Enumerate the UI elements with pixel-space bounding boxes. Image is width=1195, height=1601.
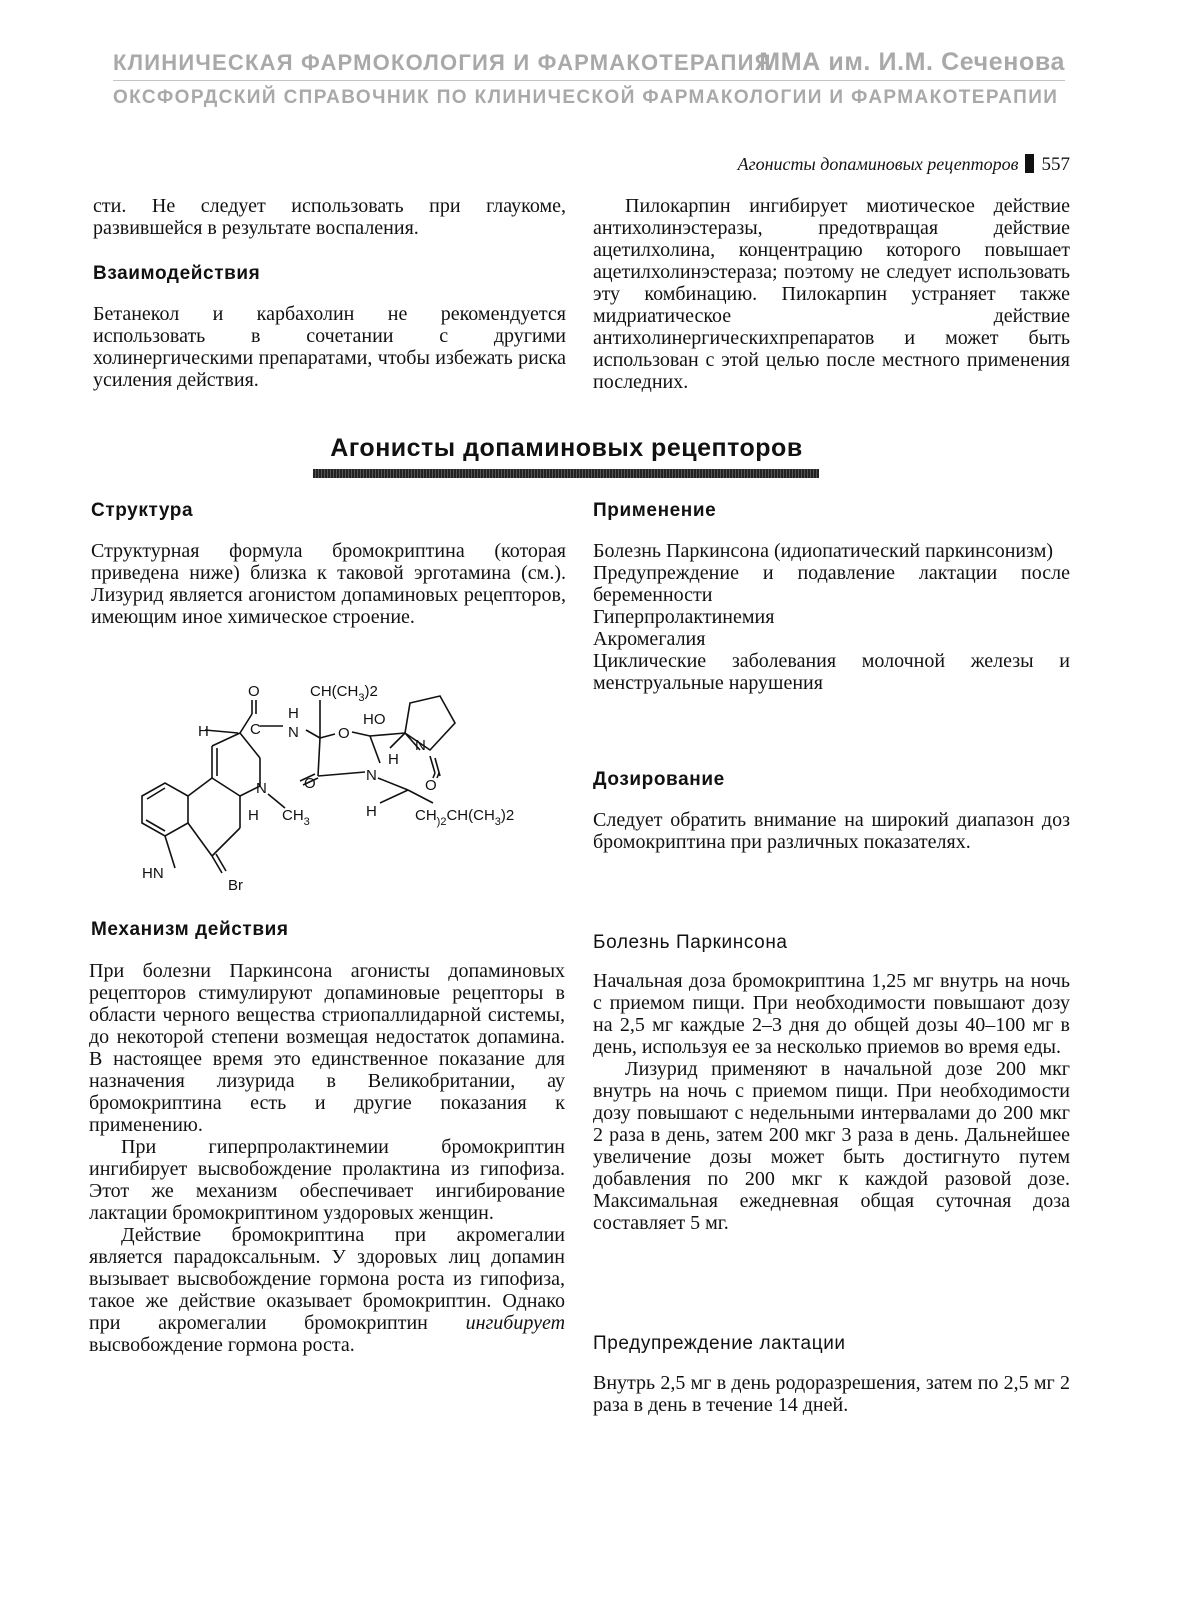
mechanism-p3: Действие бромокриптина при акромегалии является парадоксальным. У здоровых лиц допамин вызывает высвобождение гормона роста из гипофиза, такое же действие оказывает бромокриптин. Однако при акромегалии бромокриптин ингибирует высвобождение гормона роста. [89, 1224, 566, 1356]
mol-hn: HN [142, 865, 164, 882]
mol-h-ergo: H [248, 807, 259, 824]
structure-block [91, 540, 566, 628]
interactions-text: Бетанекол и карбахолин не рекомендуется использовать в сочетании с другими холинергическими препаратами, чтобы избежать риска усиления действия. [93, 303, 566, 391]
mol-c: C [250, 721, 261, 738]
parkinson-block [593, 970, 1070, 1234]
top-right-block [593, 195, 1070, 393]
mol-o-left: O [304, 775, 316, 792]
mol-h-left: H [198, 723, 209, 740]
application-list [593, 540, 1070, 694]
lactation-heading: Предупреждение лактации [593, 1333, 846, 1354]
dosing-heading: Дозирование [593, 769, 725, 790]
mechanism-block [89, 960, 565, 1356]
pilocarpine-text: Пилокарпин ингибирует миотическое действие антихолинэстеразы, предотвращая действие ацетилхолина, концентрацию которого повышает ацетилхолинэстераза; поэтому не следует использовать эту комбинацию. Пилокарпин устраняет также мидриатическое действие антихолинергическихпрепаратов и может быть использован с этой целью после местного применения последних. [593, 195, 1070, 393]
mol-n-pyr: N [415, 737, 426, 754]
running-head [738, 154, 1070, 176]
mol-h-bottom: H [366, 803, 377, 820]
interactions-block [93, 303, 566, 391]
continuation-text: сти. Не следует использовать при глаукоме, развившейся в результате воспаления. [93, 195, 566, 239]
journal-header-subtitle: ОКСФОРДСКИЙ СПРАВОЧНИК ПО КЛИНИЧЕСКОЙ ФАРМАКОЛОГИИ И ФАРМАКОТЕРАПИИ [113, 87, 1059, 108]
mol-h-nh: H [288, 705, 299, 722]
header-divider [113, 80, 1065, 81]
mol-n-amide: N [288, 724, 299, 741]
structure-text: Структурная формула бромокриптина (которая приведена ниже) близка к таковой эрготамина (см.). Лизурид является агонистом допаминовых рецепторов, имеющим иное химическое строение. [91, 540, 566, 628]
mechanism-p2: При гиперпролактинемии бромокриптин ингибирует высвобождение пролактина из гипофиза. Этот же механизм обеспечивает ингибирование лактации бромокриптином уздоровых женщин. [89, 1136, 565, 1224]
application-item: Акромегалия [593, 628, 706, 650]
running-head-marker [1025, 154, 1034, 173]
application-heading: Применение [593, 500, 717, 521]
mol-o-top: O [248, 683, 260, 700]
lactation-block [593, 1372, 1070, 1416]
interactions-heading: Взаимодействия [93, 263, 261, 284]
parkinson-heading: Болезнь Паркинсона [593, 932, 788, 953]
running-head-title: Агонисты допаминовых рецепторов [737, 154, 1019, 174]
mechanism-heading: Механизм действия [91, 919, 289, 940]
page-number: 557 [1041, 154, 1070, 175]
dosing-block [593, 809, 1070, 853]
parkinson-p1: Начальная доза бромокриптина 1,25 мг внутрь на ночь с приемом пищи. При необходимости повышают дозу на 2,5 мг каждые 2–3 дня до общей дозы 40–100 мг в день, используя ее за несколько приемов во время еды. [593, 970, 1070, 1058]
mol-ch3: $CH_3$ [282, 807, 310, 828]
structure-heading: Структура [91, 500, 194, 521]
top-left-continuation [93, 195, 566, 239]
mol-n-ergo: N [256, 780, 267, 797]
bromocriptine-structure [120, 678, 540, 900]
mol-isobutyl: $CH_{)2}CH(CH_3)2$ [415, 807, 515, 828]
benzene-ring [142, 783, 188, 836]
parkinson-p2: Лизурид применяют в начальной дозе 200 мкг внутрь на ночь с приемом пищи. При необходимости дозу повышают с недельными интервалами до 200 мкг 2 раза в день, затем 200 мкг 3 раза в день. Дальнейшее увеличение дозы может быть достигнуто путем добавления по 200 мкг к каждой разовой дозе. Максимальная ежедневная общая суточная доза составляет 5 мг. [593, 1058, 1070, 1234]
journal-header-title: КЛИНИЧЕСКАЯ ФАРМОКОЛОГИЯ И ФАРМАКОТЕРАПИЯ [113, 50, 772, 75]
application-item: Циклические заболевания молочной железы и менструальные нарушения [593, 650, 1070, 694]
application-item: Предупреждение и подавление лактации после беременности [593, 562, 1070, 606]
lactation-text: Внутрь 2,5 мг в день родоразрешения, затем по 2,5 мг 2 раза в день в течение 14 дней. [593, 1372, 1070, 1416]
section-title-rule [313, 469, 819, 478]
mol-o-right: O [425, 777, 437, 794]
application-item: Гиперпролактинемия [593, 606, 775, 628]
mol-n-ring: N [366, 767, 377, 784]
mechanism-p1: При болезни Паркинсона агонисты допаминовых рецепторов стимулируют допаминовые рецепторы в области черного вещества стриопаллидарной системы, до некоторой степени возмещая недостаток допамина. В настоящее время это единственное показание для назначения лизурида в Великобритании, ау бромокриптина есть и другие показания к применению. [89, 960, 565, 1136]
section-title: Агонисты допаминовых рецепторов [330, 434, 803, 462]
mol-br: Br [228, 877, 243, 894]
mol-ch-iso: $CH(CH_3)2$ [310, 683, 378, 704]
mol-o-ring: O [338, 725, 350, 742]
mol-ho: HO [363, 711, 386, 728]
dosing-text: Следует обратить внимание на широкий диапазон доз бромокриптина при различных показателях. [593, 809, 1070, 853]
institution-name: ММА им. И.М. Сеченова [759, 48, 1065, 76]
mol-h-mid: H [388, 751, 399, 768]
application-item: Болезнь Паркинсона (идиопатический паркинсонизм) [593, 540, 1054, 562]
